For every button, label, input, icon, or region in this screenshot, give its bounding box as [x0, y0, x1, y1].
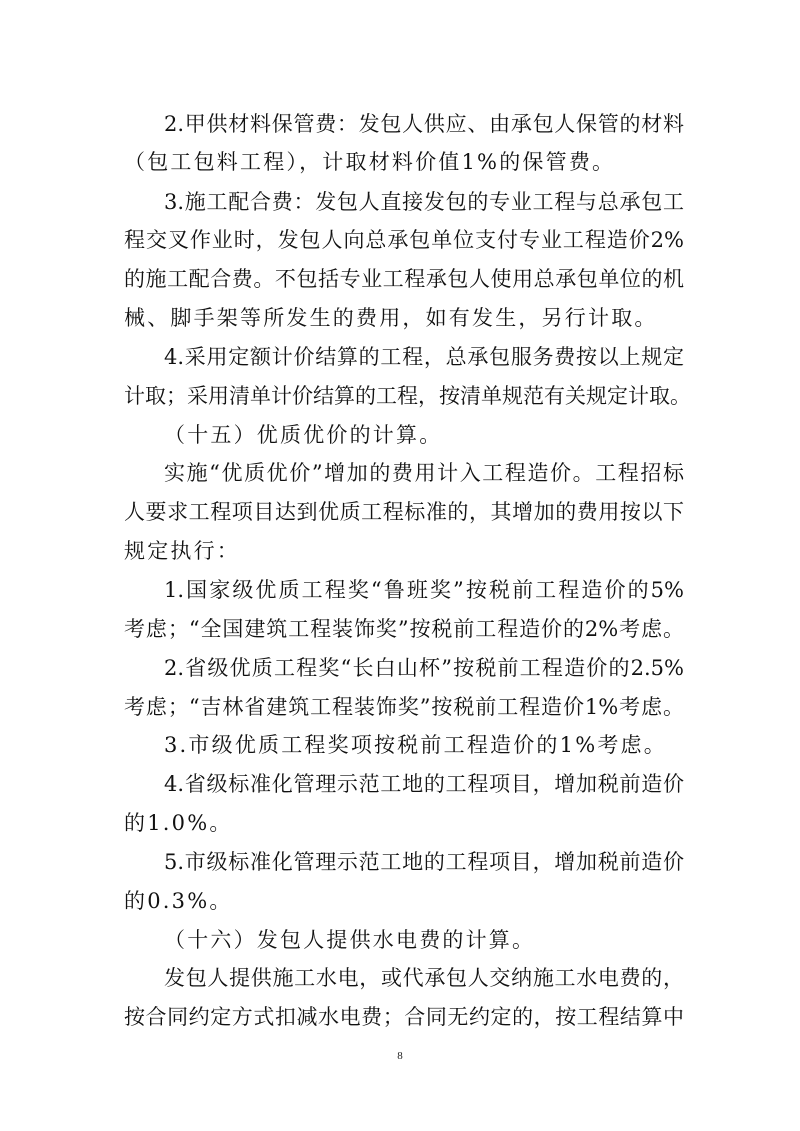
text-line: 按合同约定方式扣减水电费；合同无约定的，按工程结算中 [124, 1005, 684, 1029]
text-line: 5.市级标准化管理示范工地的工程项目，增加税前造价 [164, 850, 684, 874]
text-line: 2.省级优质工程奖“长白山杯”按税前工程造价的2.5% [164, 656, 684, 680]
text-line: 考虑；“吉林省建筑工程装饰奖”按税前工程造价1%考虑。 [124, 695, 684, 719]
text-line: 4.采用定额计价结算的工程，总承包服务费按以上规定 [164, 345, 684, 369]
text-line: 3.市级优质工程奖项按税前工程造价的1%考虑。 [164, 733, 667, 757]
text-line: 械、脚手架等所发生的费用，如有发生，另行计取。 [124, 306, 658, 330]
text-line: 的1.0%。 [124, 811, 233, 835]
page-number: 8 [397, 1050, 403, 1062]
text-line: 计取；采用清单计价结算的工程，按清单规范有关规定计取。 [124, 384, 691, 408]
text-line: 人要求工程项目达到优质工程标准的，其增加的费用按以下 [124, 500, 684, 524]
text-line: 3.施工配合费：发包人直接发包的专业工程与总承包工 [164, 190, 684, 214]
text-line: 4.省级标准化管理示范工地的工程项目，增加税前造价 [164, 772, 684, 796]
text-line: 实施“优质优价”增加的费用计入工程造价。工程招标 [164, 461, 684, 485]
text-line: 发包人提供施工水电，或代承包人交纳施工水电费的， [164, 966, 684, 990]
text-line: 规定执行： [124, 539, 240, 563]
text-line: 1.国家级优质工程奖“鲁班奖”按税前工程造价的5% [164, 578, 684, 602]
text-line: 程交叉作业时，发包人向总承包单位支付专业工程造价2% [124, 228, 684, 252]
section-heading: （十六）发包人提供水电费的计算。 [164, 928, 536, 952]
text-line: 的施工配合费。不包括专业工程承包人使用总承包单位的机 [124, 267, 684, 291]
section-heading: （十五）优质优价的计算。 [164, 423, 443, 447]
text-line: 的0.3%。 [124, 889, 233, 913]
text-line: 2.甲供材料保管费：发包人供应、由承包人保管的材料 [164, 112, 684, 136]
text-line: 考虑；“全国建筑工程装饰奖”按税前工程造价的2%考虑。 [124, 617, 684, 641]
text-line: （包工包料工程），计取材料价值1%的保管费。 [124, 150, 616, 174]
